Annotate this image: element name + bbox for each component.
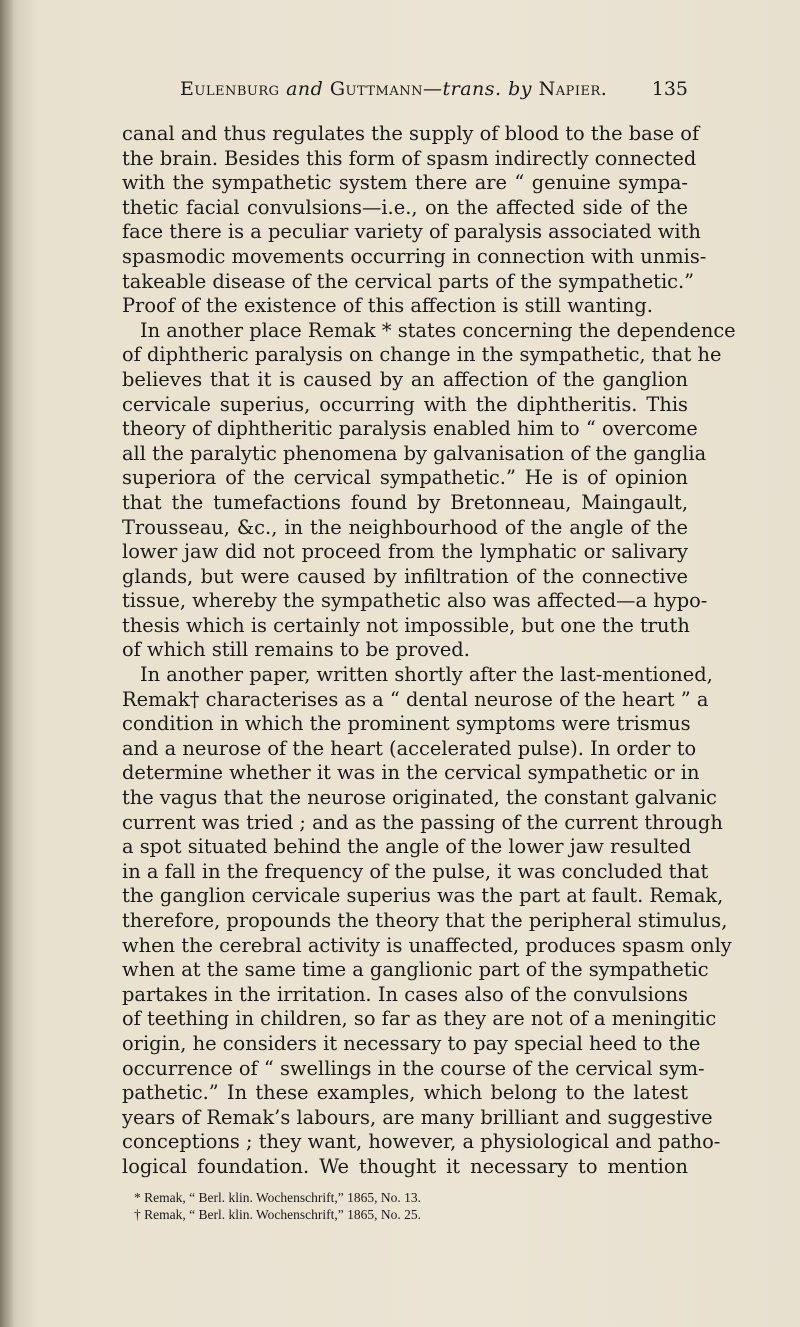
text-line: theory of diphtheritic paralysis enabled him to “ overcome xyxy=(122,417,698,441)
text-line: face there is a peculiar variety of paralysis associated with xyxy=(122,220,701,244)
text-line: thetic facial convulsions—i.e., on the affected side of the xyxy=(122,195,688,219)
text-line: therefore, propounds the theory that the peripheral stimulus, xyxy=(122,909,728,932)
text-line: a spot situated behind the angle of the lower jaw resulted xyxy=(122,835,692,859)
footnotes xyxy=(134,1189,634,1223)
text-line: determine whether it was in the cervical sympathetic or in xyxy=(122,761,700,785)
running-head-title xyxy=(180,74,607,104)
text-line: Remak† characterises as a “ dental neurose of the heart ” a xyxy=(122,687,709,711)
text-line: all the paralytic phenomena by galvanisation of the ganglia xyxy=(122,441,707,465)
text-line: occurrence of “ swellings in the course of the cervical sym- xyxy=(122,1056,705,1080)
text-line: superiora of the cervical sympathetic.” He is of opinion xyxy=(122,466,688,490)
translator: Napier. xyxy=(538,78,608,100)
text-line: the vagus that the neurose originated, the constant galvanic xyxy=(122,786,717,810)
separator: — xyxy=(423,78,443,100)
conj: and xyxy=(286,78,324,100)
text-line: current was tried ; and as the passing of the current through xyxy=(122,810,723,834)
text-line: years of Remak’s labours, are many brilliant and suggestive xyxy=(122,1105,713,1129)
text-line: partakes in the irritation. In cases also of the convulsions xyxy=(122,982,688,1006)
binding-edge xyxy=(0,0,14,1327)
text-line: when the cerebral activity is unaffected, produces spasm only xyxy=(122,933,732,957)
text-line: canal and thus regulates the supply of blood to the base of xyxy=(122,122,700,145)
text-line: believes that it is caused by an affection of the ganglion xyxy=(122,367,688,391)
text-line: lower jaw did not proceed from the lymphatic or salivary xyxy=(122,540,688,564)
text-line: pathetic.” In these examples, which belong to the latest xyxy=(122,1081,688,1105)
text-line: of which still remains to be proved. xyxy=(122,638,470,662)
text-line: cervicale superius, occurring with the diphtheritis. This xyxy=(122,392,688,416)
text-line: Proof of the existence of this affection is still wanting. xyxy=(122,294,653,318)
text-line: in a fall in the frequency of the pulse, it was concluded that xyxy=(122,859,709,883)
text-line: the ganglion cervicale superius was the part at fault. Remak, xyxy=(122,884,724,908)
text-line: conceptions ; they want, however, a physiological and patho- xyxy=(122,1130,721,1154)
text-line: In another paper, written shortly after the last-mentioned, xyxy=(140,663,713,687)
footnote: * Remak, “ Berl. klin. Wochenschrift,” 1865, No. 13. xyxy=(134,1190,421,1205)
text-line: tissue, whereby the sympathetic also was affected—a hypo- xyxy=(122,589,708,613)
author-1: Eulenburg xyxy=(180,78,280,100)
text-line: logical foundation. We thought it necessary to mention xyxy=(122,1154,688,1178)
body-text xyxy=(122,122,736,1180)
text-line: the brain. Besides this form of spasm indirectly connected xyxy=(122,146,697,170)
text-line: of teething in children, so far as they are not of a meningitic xyxy=(122,1007,717,1031)
text-line: In another place Remak * states concerning the dependence xyxy=(140,318,736,342)
text-line: takeable disease of the cervical parts of the sympathetic.” xyxy=(122,269,695,293)
text-line: origin, he considers it necessary to pay special heed to the xyxy=(122,1031,701,1055)
author-2: Guttmann xyxy=(329,78,424,100)
running-head xyxy=(100,74,688,104)
text-line: thesis which is certainly not impossible, but one the truth xyxy=(122,613,690,637)
text-line: glands, but were caused by infiltration of the connective xyxy=(122,564,688,588)
text-line: of diphtheric paralysis on change in the sympathetic, that he xyxy=(122,343,722,367)
text-line: when at the same time a ganglionic part of the sympathetic xyxy=(122,958,709,982)
text-line: that the tumefactions found by Bretonneau, Maingault, xyxy=(122,490,688,514)
trans-by: trans. by xyxy=(442,78,533,100)
text-line: condition in which the prominent symptoms were trismus xyxy=(122,712,691,736)
text-line: Trousseau, &c., in the neighbourhood of the angle of the xyxy=(122,515,688,539)
page-number: 135 xyxy=(651,78,688,100)
text-line: with the sympathetic system there are “ genuine sympa- xyxy=(122,171,688,195)
text-line: and a neurose of the heart (accelerated pulse). In order to xyxy=(122,736,697,760)
text-line: spasmodic movements occurring in connection with unmis- xyxy=(122,244,707,268)
footnote: † Remak, “ Berl. klin. Wochenschrift,” 1865, No. 25. xyxy=(134,1207,421,1222)
